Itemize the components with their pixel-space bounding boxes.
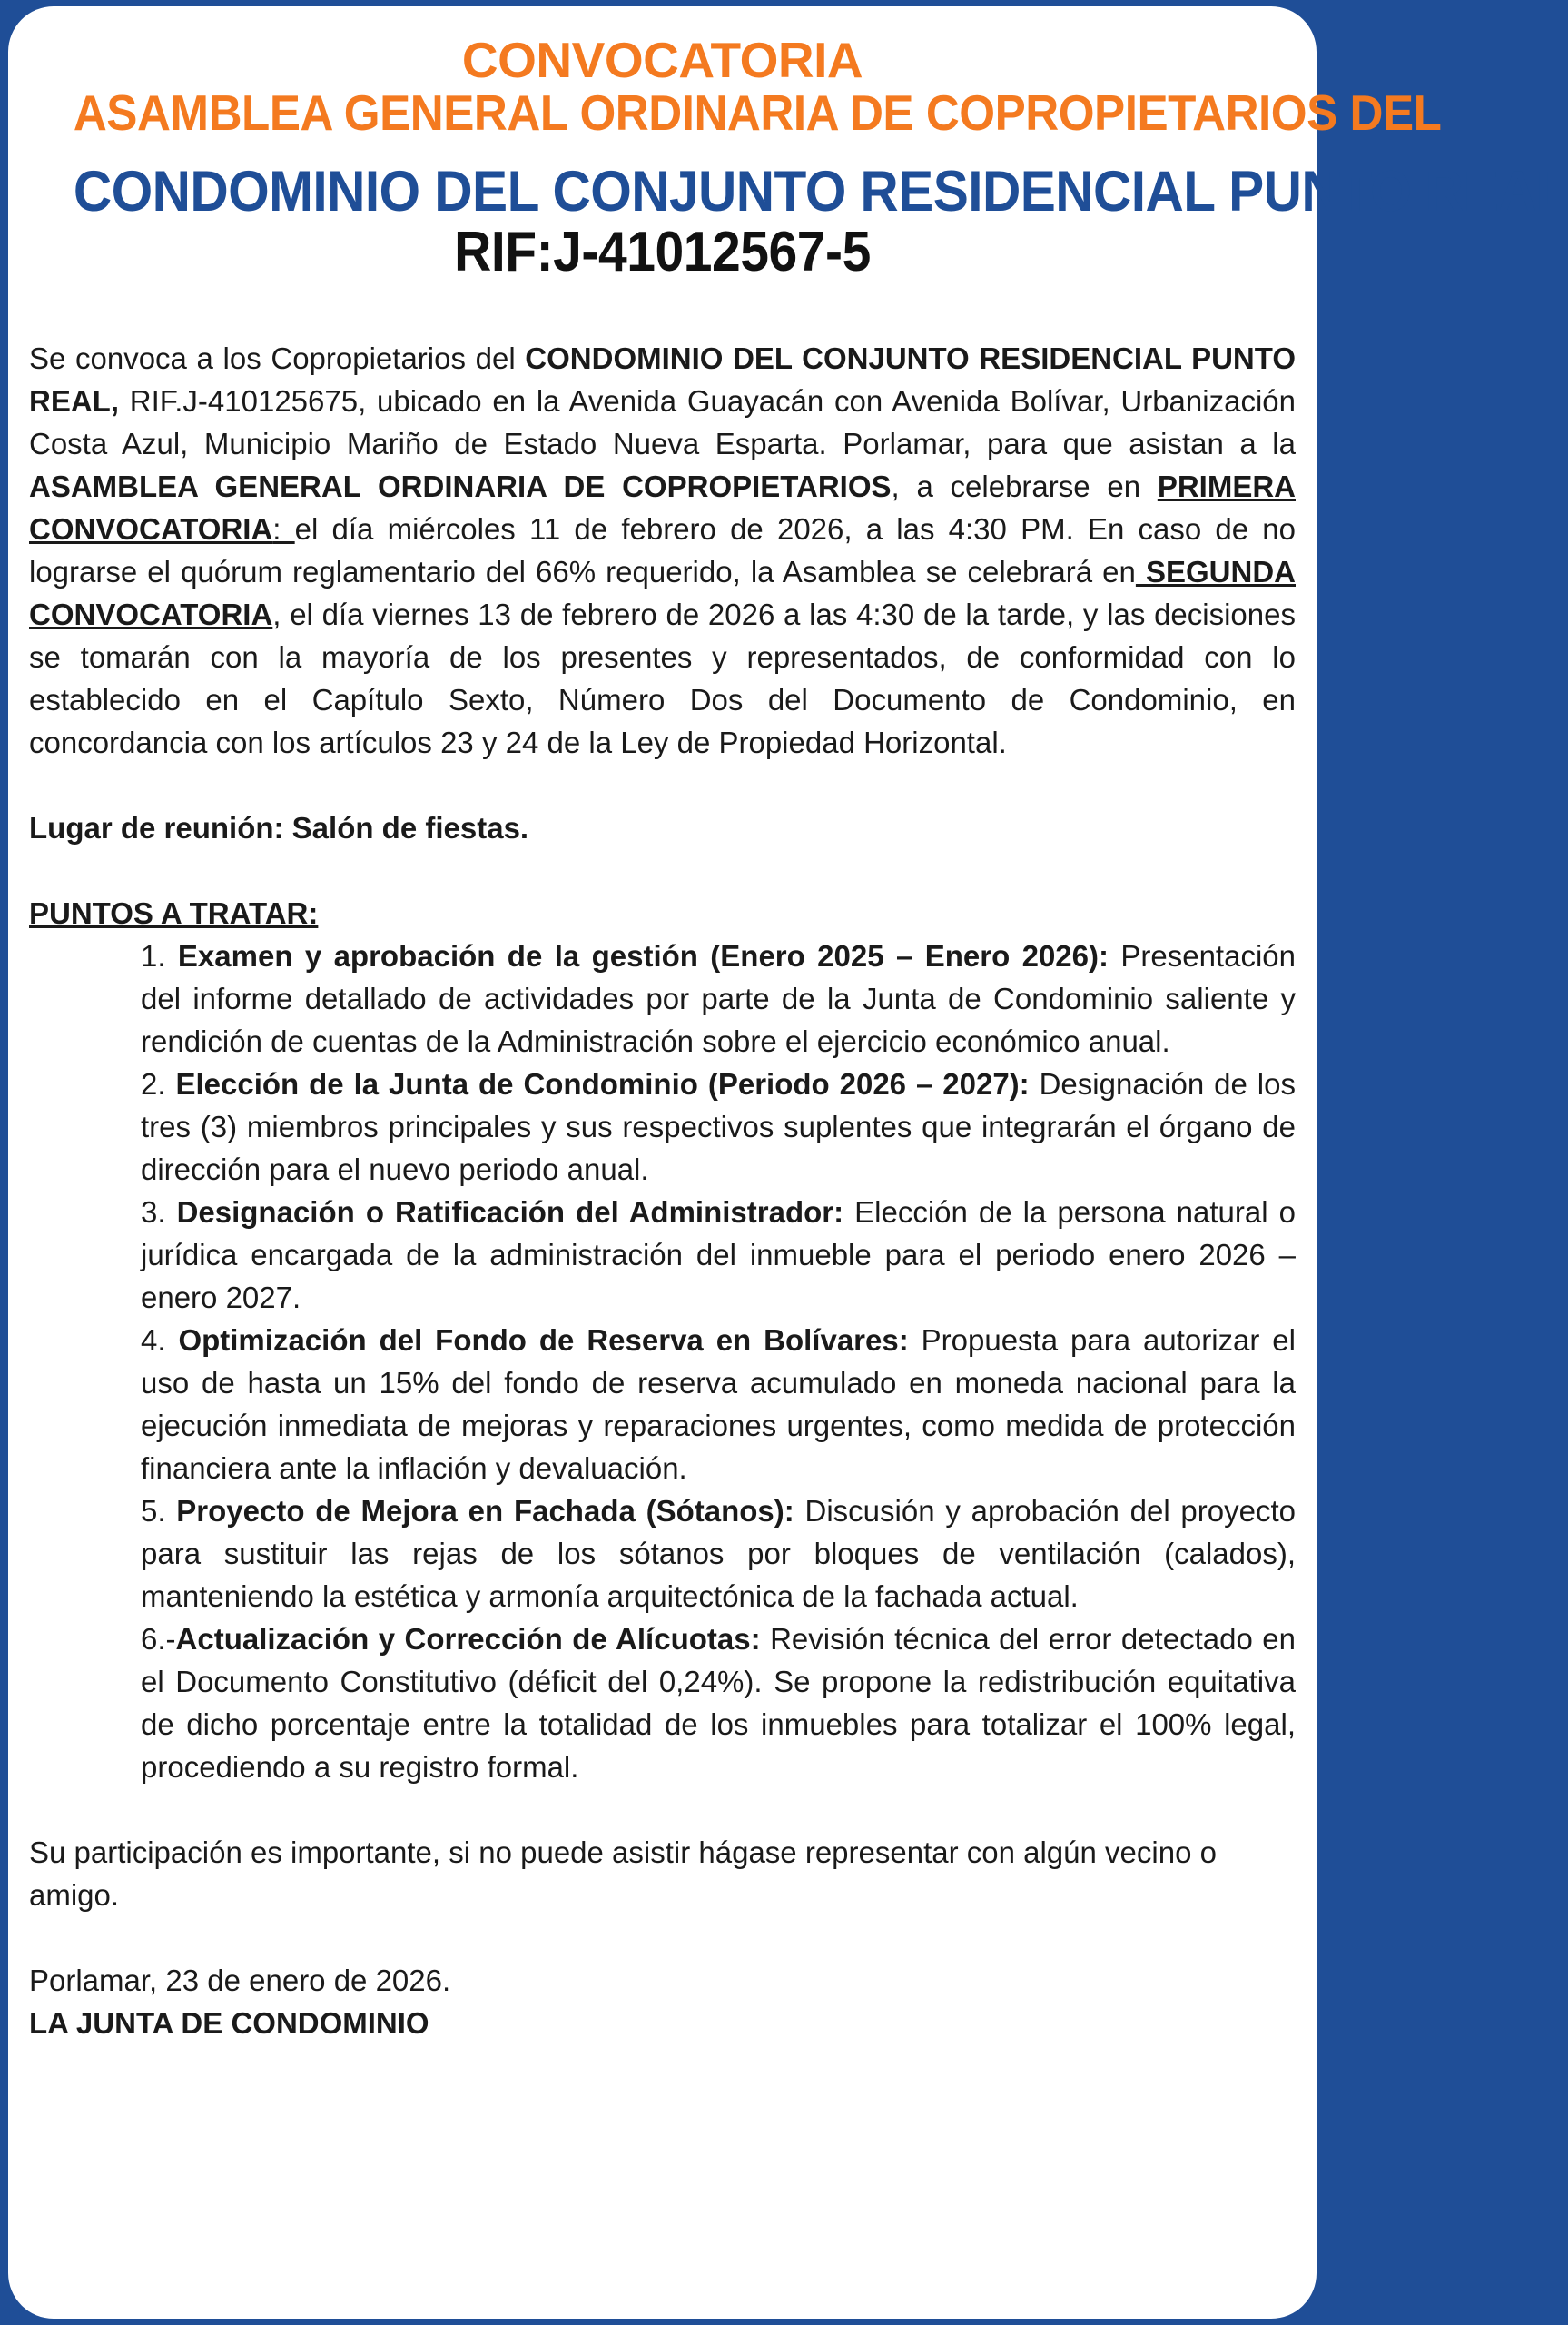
date-line: Porlamar, 23 de enero de 2026. bbox=[29, 1964, 451, 1997]
agenda-title: PUNTOS A TRATAR: bbox=[29, 896, 319, 930]
agenda-item: 2. Elección de la Junta de Condominio (Periodo 2026 – 2027): Designación de los tres (3) miembros principales y sus respectivos suplentes que integrarán el órgano de dirección para el nuevo periodo anual. bbox=[141, 1067, 1296, 1186]
agenda-item: 5. Proyecto de Mejora en Fachada (Sótanos): Discusión y aprobación del proyecto para sustituir las rejas de los sótanos por bloques de ventilación (calados), manteniendo la estética y armonía arquitectónica de la fachada actual. bbox=[141, 1494, 1297, 1613]
title-condominium: CONDOMINIO DEL CONJUNTO RESIDENCIAL PUNTO REAL bbox=[73, 160, 1568, 223]
agenda-list bbox=[29, 935, 1296, 1788]
title-rif: RIF:J-41012567-5 bbox=[454, 221, 871, 283]
agenda-item: 4. Optimización del Fondo de Reserva en Bolívares: Propuesta para autorizar el uso de hasta un 15% del fondo de reserva acumulado en moneda nacional para la ejecución inmediata de mejoras y reparaciones urgentes, como medida de protección financiera ante la inflación y devaluación. bbox=[141, 1323, 1296, 1485]
agenda-item: 1. Examen y aprobación de la gestión (Enero 2025 – Enero 2026): Presentación del informe detallado de actividades por parte de la Junta de Condominio saliente y rendición de cuentas de la Administración sobre el ejercicio económico anual. bbox=[141, 939, 1296, 1058]
notice-card bbox=[8, 6, 1568, 2319]
closing-paragraph: Su participación es importante, si no puede asistir hágase representar con algún vecino o amigo. bbox=[29, 1835, 1217, 1912]
notice-header bbox=[29, 32, 1568, 283]
notice-body bbox=[29, 337, 1296, 2044]
title-assembly: ASAMBLEA GENERAL ORDINARIA DE COPROPIETARIOS DEL bbox=[73, 84, 1442, 141]
intro-paragraph: Se convoca a los Copropietarios del CONDOMINIO DEL CONJUNTO RESIDENCIAL PUNTO REAL, RIF.J-410125675, ubicado en la Avenida Guayacán con Avenida Bolívar, Urbanización Costa Azul, Municipio Mariño de Estado Nueva Esparta. Porlamar, para que asistan a la ASAMBLEA GENERAL ORDINARIA DE COPROPIETARIOS, a celebrarse en PRIMERA CONVOCATORIA: el día miércoles 11 de febrero de 2026, a las 4:30 PM. En caso de no lograrse el quórum reglamentario del 66% requerido, la Asamblea se celebrará en SEGUNDA CONVOCATORIA, el día viernes 13 de febrero de 2026 a las 4:30 de la tarde, y las decisiones se tomarán con la mayoría de los presentes y representados, de conformidad con lo establecido en el Capítulo Sexto, Número Dos del Documento de Condominio, en concordancia con los artículos 23 y 24 de la Ley de Propiedad Horizontal. bbox=[29, 341, 1296, 759]
signature: LA JUNTA DE CONDOMINIO bbox=[29, 2006, 429, 2040]
meeting-place: Lugar de reunión: Salón de fiestas. bbox=[29, 811, 529, 845]
title-convocatoria: CONVOCATORIA bbox=[461, 32, 863, 88]
agenda-item: 3. Designación o Ratificación del Administrador: Elección de la persona natural o jurídica encargada de la administración del inmueble para el periodo enero 2026 – enero 2027. bbox=[141, 1195, 1296, 1314]
agenda-item: 6.-Actualización y Corrección de Alícuotas: Revisión técnica del error detectado en el Documento Constitutivo (déficit del 0,24%). Se propone la redistribución equitativa de dicho porcentaje entre la totalidad de los inmuebles para totalizar el 100% legal, procediendo a su registro formal. bbox=[141, 1622, 1297, 1784]
